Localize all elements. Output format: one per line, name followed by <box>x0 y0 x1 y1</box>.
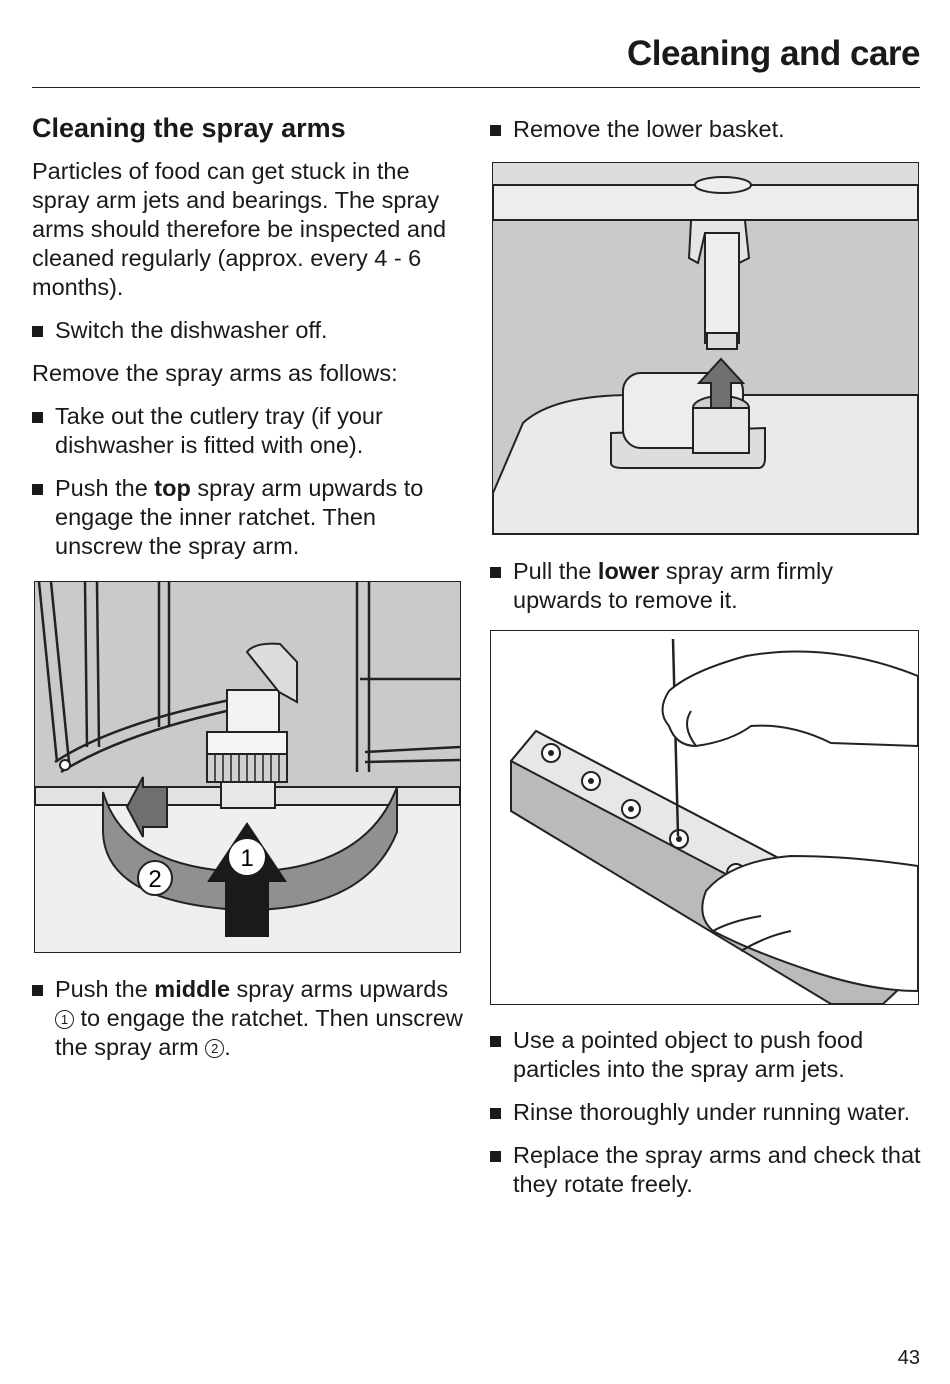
figure-cleaning-jets <box>490 630 919 1005</box>
figure-label-2: 2 <box>148 866 162 893</box>
section-title: Cleaning the spray arms <box>32 113 346 143</box>
step-replace: Replace the spray arms and check that they rotate freely. <box>490 1141 922 1199</box>
step-rinse: Rinse thoroughly under running water. <box>490 1098 922 1127</box>
intro-paragraph: Particles of food can get stuck in the spray arm jets and bearings. The spray arms should therefore be inspected and cleaned regularly (approx. every 4 - 6 months). <box>32 158 447 300</box>
figure-label-1: 1 <box>240 845 254 872</box>
step-cutlery-tray: Take out the cutlery tray (if your dishwasher is fitted with one). <box>32 402 464 460</box>
step-lower-spray-arm: Pull the lower spray arm firmly upwards to remove it. <box>490 557 922 615</box>
page-title: Cleaning and care <box>627 34 920 73</box>
left-column-lower <box>32 975 464 1076</box>
bold-top: top <box>154 475 191 501</box>
step-number-1: 1 <box>55 1010 74 1029</box>
page-number: 43 <box>897 1347 920 1369</box>
header-divider <box>32 87 920 88</box>
right-column-lower <box>490 1026 922 1213</box>
bold-middle: middle <box>154 976 231 1002</box>
figure-lower-spray-arm-hub <box>492 162 919 535</box>
bold-lower: lower <box>597 558 660 584</box>
left-column <box>32 111 464 575</box>
step-pointed-object: Use a pointed object to push food particles into the spray arm jets. <box>490 1026 922 1084</box>
right-column <box>490 115 922 158</box>
step-top-spray-arm: Push the top spray arm upwards to engage the inner ratchet. Then unscrew the spray arm. <box>32 474 464 561</box>
step-number-2: 2 <box>205 1039 224 1058</box>
step-middle-spray-arm: Push the middle spray arms upwards 1 to engage the ratchet. Then unscrew the spray arm 2 . <box>32 975 464 1062</box>
step-switch-off: Switch the dishwasher off. <box>32 316 464 345</box>
figure-middle-spray-arm <box>34 581 461 953</box>
right-column-middle <box>490 557 922 629</box>
step-remove-basket: Remove the lower basket. <box>490 115 922 144</box>
remove-intro: Remove the spray arms as follows: <box>32 360 398 386</box>
